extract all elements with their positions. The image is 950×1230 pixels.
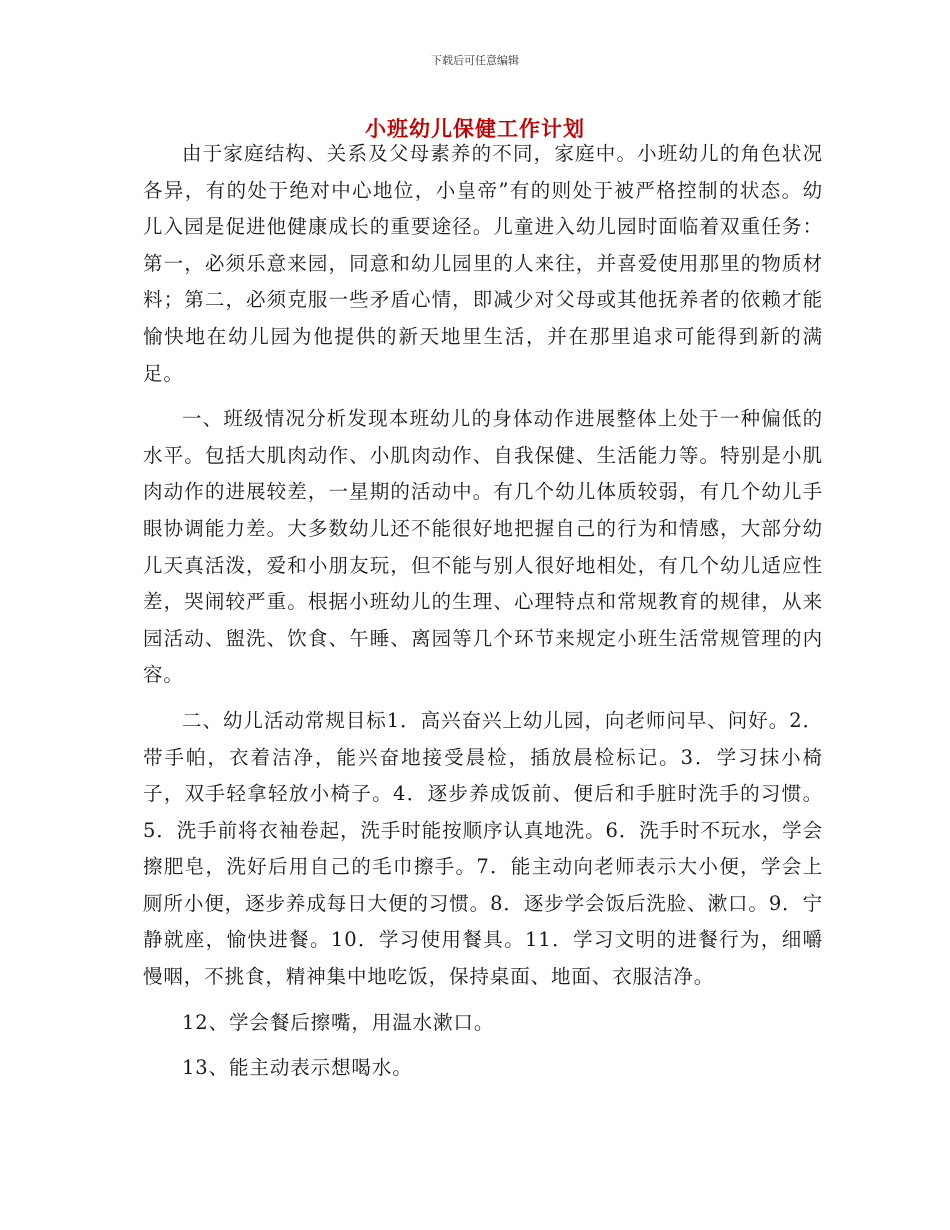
paragraph-routine-goals: 二、幼儿活动常规目标1．高兴奋兴上幼儿园，向老师问早、问好。2．带手帕，衣着洁净，能兴奋地接受晨检，插放晨检标记。3．学习抹小椅子，双手轻拿轻放小椅子。4．逐步养成饭前、便后和手脏时洗手的习惯。5．洗手前将衣袖卷起，洗手时能按顺序认真地洗。6．洗手时不玩水，学会擦肥皂，洗好后用自己的毛巾擦手。7．能主动向老师表示大小便，学会上厕所小便，逐步养成每日大便的习惯。8．逐步学会饭后洗脸、漱口。9．宁静就座，愉快进餐。10．学习使用餐具。11．学习文明的进餐行为，细嚼慢咽，不挑食，精神集中地吃饭，保持桌面、地面、衣服洁净。	[143, 708, 823, 989]
paragraph-class-analysis: 一、班级情况分析发现本班幼儿的身体动作进展整体上处于一种偏低的水平。包括大肌肉动作、小肌肉动作、自我保健、生活能力等。特别是小肌肉动作的进展较差，一星期的活动中。有几个幼儿体质较弱，有几个幼儿手眼协调能力差。大多数幼儿还不能很好地把握自己的行为和情感，大部分幼儿天真活泼，爱和小朋友玩，但不能与别人很好地相处，有几个幼儿适应性差，哭闹较严重。根据小班幼儿的生理、心理特点和常规教育的规律，从来园活动、盥洗、饮食、午睡、离园等几个环节来规定小班生活常规管理的内容。	[143, 407, 823, 687]
paragraph-intro: 由于家庭结构、关系及父母素养的不同，家庭中。小班幼儿的角色状况各异，有的处于绝对中心地位，小皇帝”有的则处于被严格控制的状态。幼儿入园是促进他健康成长的重要途径。儿童进入幼儿园时面临着双重任务：第一，必须乐意来园，同意和幼儿园里的人来往，并喜爱使用那里的物质材料；第二，必须克服一些矛盾心情，即减少对父母或其他抚养者的依赖才能愉快地在幼儿园为他提供的新天地里生活，并在那里追求可能得到新的满足。	[143, 142, 823, 385]
paragraph-item-12: 12、学会餐后擦嘴，用温水漱口。	[182, 1010, 495, 1034]
paragraph-item-13: 13、能主动表示想喝水。	[182, 1056, 413, 1080]
document-body	[143, 136, 823, 1087]
document-title: 小班幼儿保健工作计划	[365, 116, 585, 141]
header-note: 下载后可任意编辑	[431, 54, 519, 67]
